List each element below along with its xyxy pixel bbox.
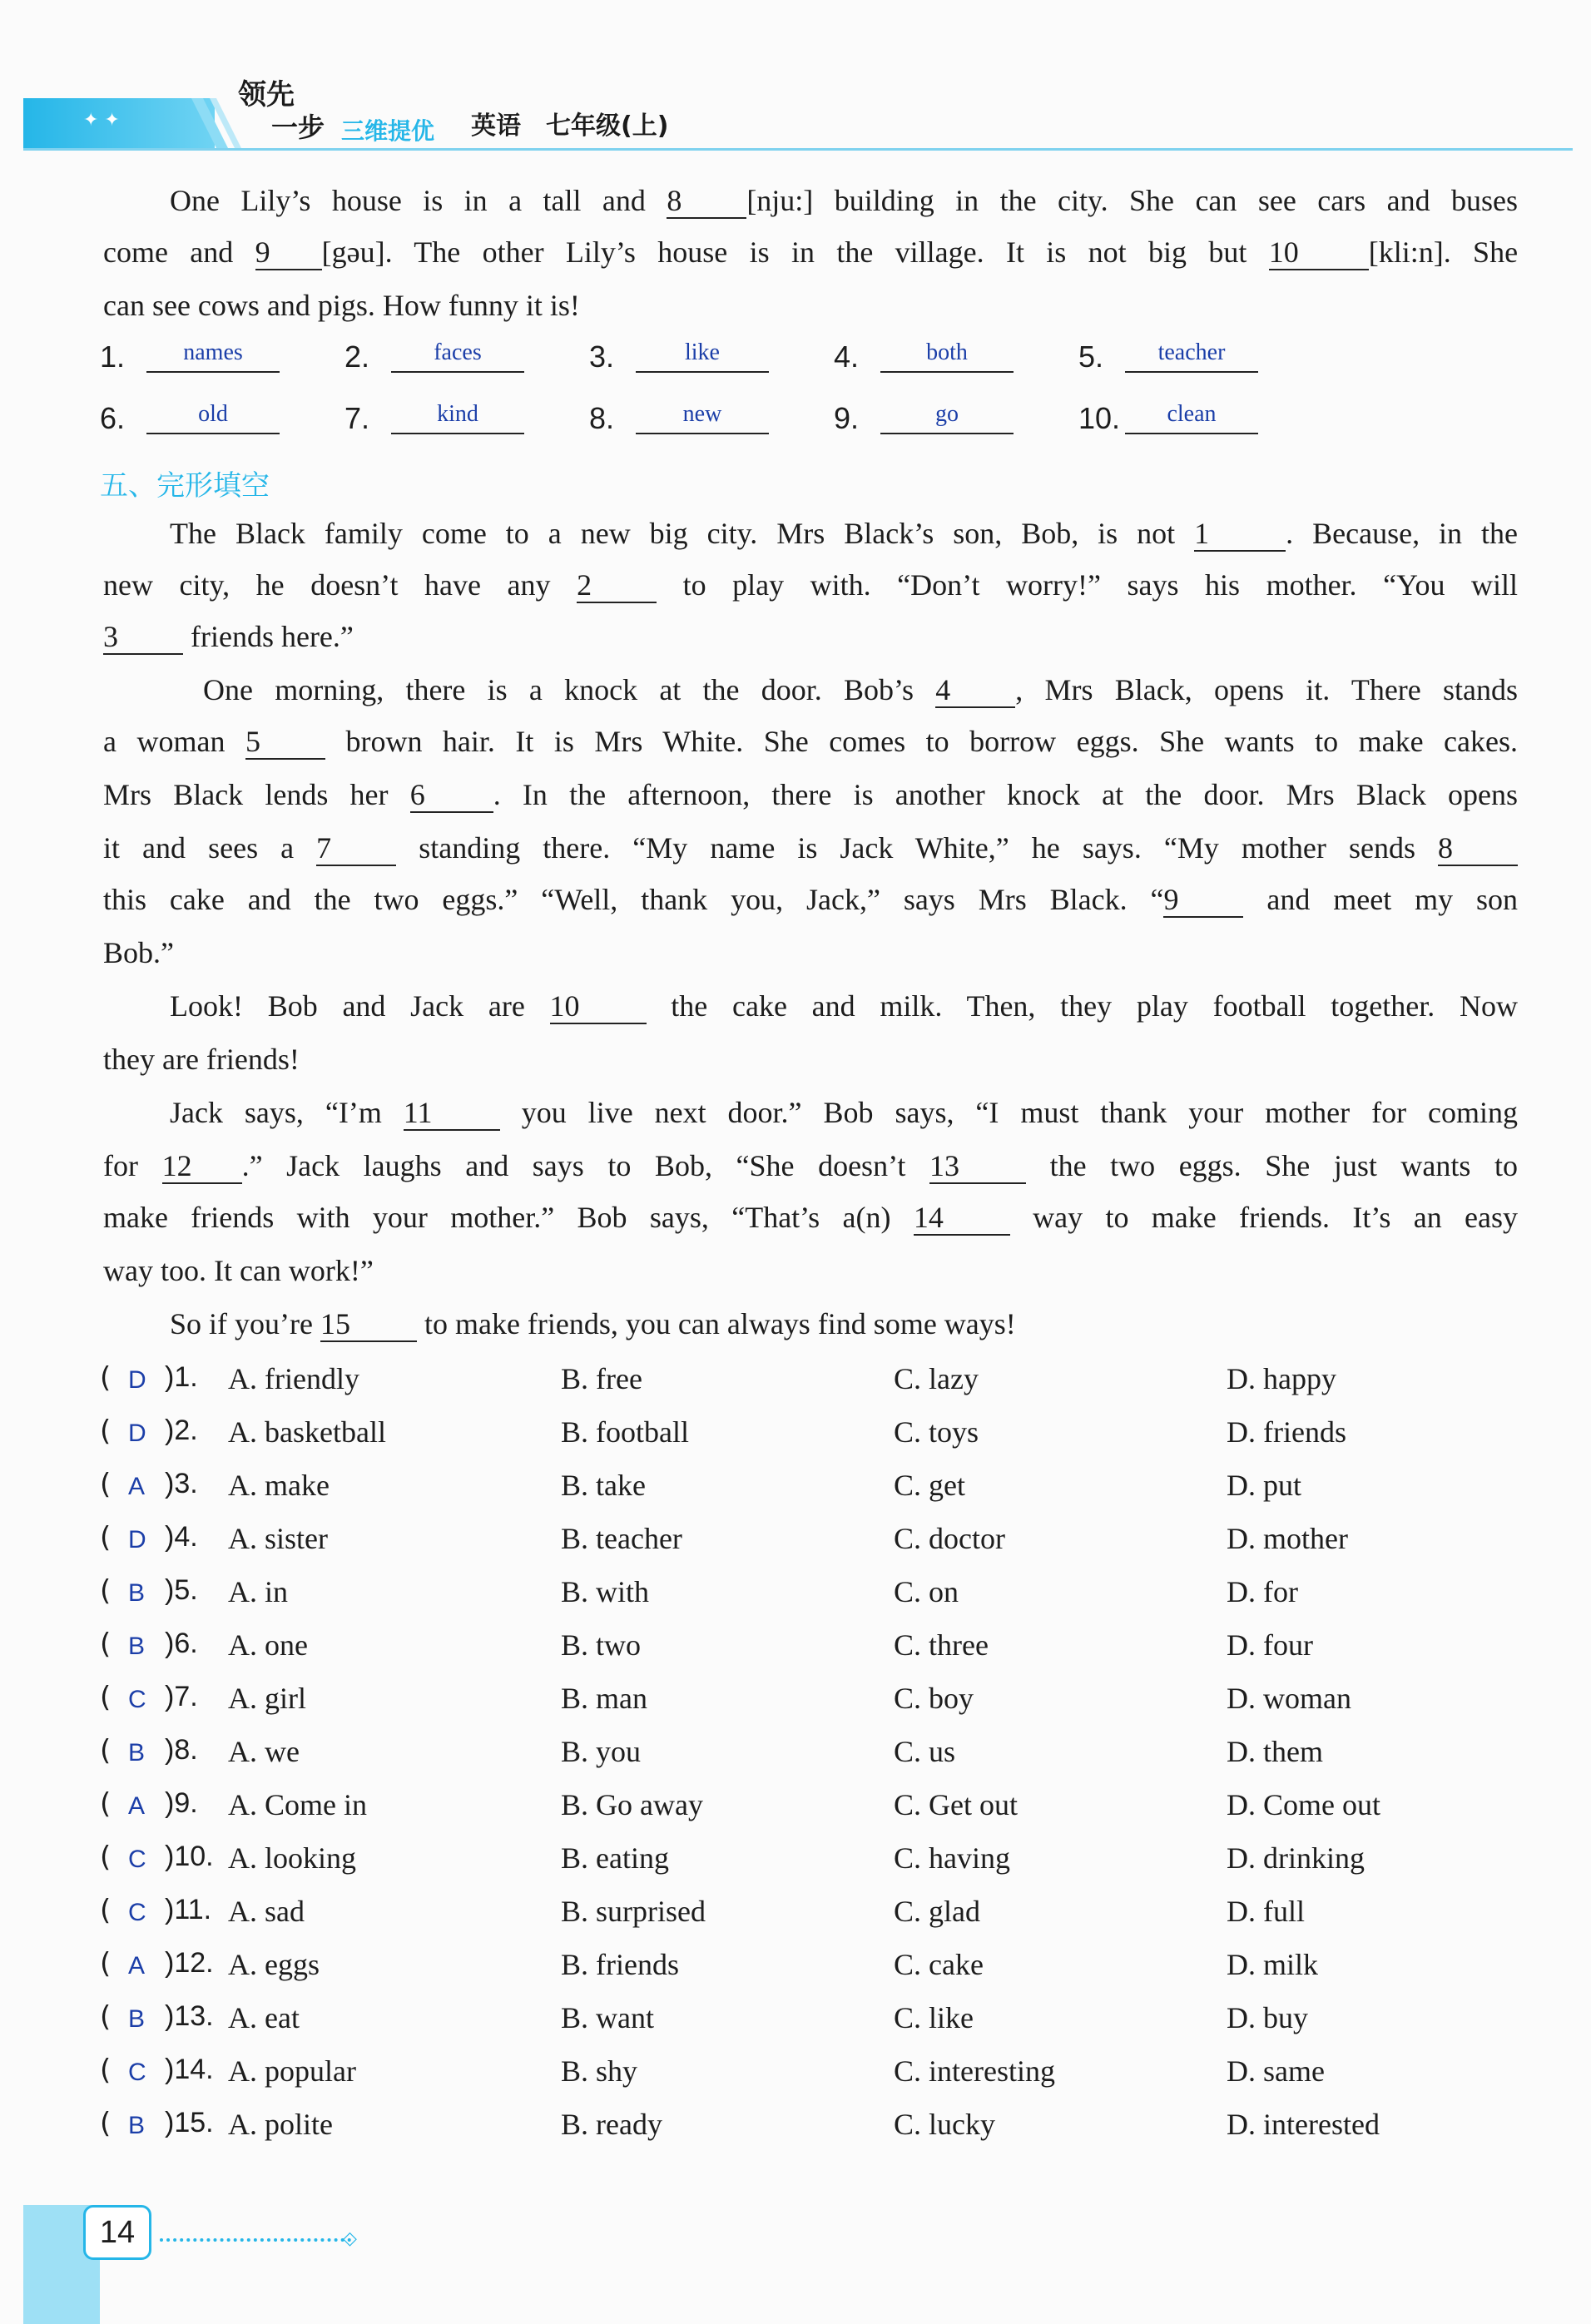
cloze-line: The Black family come to a new big city. Mrs Black’s son, Bob, is not 1 . Because, in the bbox=[170, 517, 1519, 550]
footer-dots bbox=[160, 2238, 351, 2242]
cloze-line: way too. It can work!” bbox=[103, 1254, 374, 1287]
option-d: D. same bbox=[1227, 2054, 1325, 2088]
question-number: )2. bbox=[165, 1415, 198, 1446]
answer-value: both bbox=[880, 338, 1014, 373]
option-d: D. happy bbox=[1227, 1362, 1336, 1395]
question-number: )5. bbox=[165, 1574, 198, 1606]
option-d: D. interested bbox=[1227, 2108, 1380, 2141]
blank-12: 12 bbox=[162, 1149, 242, 1184]
cloze-line: Jack says, “I’m 11 you live next door.” Bob says, “I must thank your mother for coming bbox=[170, 1096, 1518, 1129]
question-number: )4. bbox=[165, 1521, 198, 1553]
subject: 英语 bbox=[471, 111, 521, 141]
option-a: A. girl bbox=[228, 1682, 306, 1715]
answer-number: 2. bbox=[344, 339, 370, 374]
option-d: D. put bbox=[1227, 1469, 1301, 1502]
question-row bbox=[100, 1361, 1531, 1415]
blank-8b: 8 bbox=[1438, 831, 1518, 866]
answer-number: 5. bbox=[1078, 339, 1104, 374]
question-row bbox=[100, 1415, 1531, 1468]
paren-open: ( bbox=[100, 2107, 112, 2140]
answer-letter: B bbox=[128, 1633, 146, 1660]
question-number: )3. bbox=[165, 1468, 198, 1499]
option-d: D. friends bbox=[1227, 1415, 1346, 1449]
paren-open: ( bbox=[100, 1468, 112, 1501]
question-number: )8. bbox=[165, 1734, 198, 1766]
answer-value: teacher bbox=[1125, 338, 1258, 373]
answer-value: names bbox=[146, 338, 280, 373]
option-b: B. want bbox=[561, 2001, 654, 2034]
paren-open: ( bbox=[100, 1521, 112, 1554]
question-number: )1. bbox=[165, 1361, 198, 1393]
answer-value: faces bbox=[391, 338, 524, 373]
option-d: D. buy bbox=[1227, 2001, 1308, 2034]
section-title: 五、完形填空 bbox=[100, 469, 270, 503]
blank-10: 10 bbox=[1269, 235, 1369, 270]
option-b: B. with bbox=[561, 1575, 650, 1608]
cloze-line: new city, he doesn’t have any 2 to play with. “Don’t worry!” says his mother. “You will bbox=[103, 568, 1518, 602]
question-number: )14. bbox=[165, 2054, 214, 2085]
option-b: B. you bbox=[561, 1735, 642, 1768]
paren-open: ( bbox=[100, 1947, 112, 1980]
answer-letter: A bbox=[128, 1792, 146, 1820]
answer-value: new bbox=[636, 399, 769, 434]
question-number: )6. bbox=[165, 1628, 198, 1659]
blank-4: 4 bbox=[935, 673, 1015, 708]
option-b: B. free bbox=[561, 1362, 642, 1395]
option-b: B. football bbox=[561, 1415, 689, 1449]
option-a: A. looking bbox=[228, 1841, 357, 1875]
option-a: A. eggs bbox=[228, 1948, 320, 1981]
paren-open: ( bbox=[100, 1734, 112, 1767]
question-row bbox=[100, 1468, 1531, 1521]
question-row bbox=[100, 1947, 1531, 2000]
blank-1: 1 bbox=[1194, 517, 1286, 552]
question-number: )10. bbox=[165, 1841, 214, 1872]
answer-value: like bbox=[636, 338, 769, 373]
option-b: B. eating bbox=[561, 1841, 669, 1875]
paren-open: ( bbox=[100, 1841, 112, 1874]
answer-value: go bbox=[880, 399, 1014, 434]
question-row bbox=[100, 1894, 1531, 1947]
paren-open: ( bbox=[100, 1894, 112, 1927]
question-row bbox=[100, 1521, 1531, 1574]
brand-top: 领先 bbox=[238, 78, 295, 111]
question-number: )12. bbox=[165, 1947, 214, 1979]
answer-letter: B bbox=[128, 1579, 146, 1607]
answer-letter: B bbox=[128, 2112, 146, 2139]
answer-letter: C bbox=[128, 1846, 146, 1873]
question-row bbox=[100, 1574, 1531, 1628]
option-a: A. in bbox=[228, 1575, 288, 1608]
option-b: B. teacher bbox=[561, 1522, 682, 1555]
answer-value: old bbox=[146, 399, 280, 434]
option-c: C. Get out bbox=[894, 1788, 1018, 1821]
option-c: C. boy bbox=[894, 1682, 974, 1715]
page-number: 14 bbox=[83, 2205, 151, 2260]
cloze-line: they are friends! bbox=[103, 1043, 300, 1076]
question-row bbox=[100, 1787, 1531, 1841]
question-row bbox=[100, 1681, 1531, 1734]
brand-bottom: 一步 bbox=[271, 111, 325, 143]
star-icon: ✦ ✦ bbox=[83, 110, 120, 131]
question-row bbox=[100, 1734, 1531, 1787]
option-d: D. them bbox=[1227, 1735, 1323, 1768]
answer-letter: A bbox=[128, 1952, 146, 1980]
option-d: D. mother bbox=[1227, 1522, 1348, 1555]
grade: 七年级(上) bbox=[546, 111, 669, 141]
diamond-icon: ◇ bbox=[343, 2228, 357, 2249]
passage1-line2: come and 9 [gəu]. The other Lily’s house is in the village. It is not big but 10 [kli:n]. She bbox=[103, 235, 1519, 269]
option-c: C. like bbox=[894, 2001, 974, 2034]
option-c: C. lazy bbox=[894, 1362, 979, 1395]
option-c: C. get bbox=[894, 1469, 965, 1502]
answer-letter: C bbox=[128, 1686, 146, 1713]
question-row bbox=[100, 2107, 1531, 2160]
cloze-line: it and sees a 7 standing there. “My name is Jack White,” he says. “My mother sends 8 bbox=[103, 822, 1518, 875]
cloze-line: Look! Bob and Jack are 10 the cake and milk. Then, they play football together. Now bbox=[170, 989, 1518, 1023]
answer-letter: B bbox=[128, 2005, 146, 2033]
paren-open: ( bbox=[100, 1787, 112, 1821]
passage1-line1: One Lily’s house is in a tall and 8 [nju:] building in the city. She can see cars and buses bbox=[170, 184, 1518, 217]
blank-15: 15 bbox=[320, 1307, 417, 1342]
option-c: C. toys bbox=[894, 1415, 979, 1449]
option-d: D. woman bbox=[1227, 1682, 1351, 1715]
option-a: A. sister bbox=[228, 1522, 328, 1555]
cloze-line: for 12 .” Jack laughs and says to Bob, “She doesn’t 13 the two eggs. She just wants to bbox=[103, 1149, 1518, 1182]
series-name: 三维提优 bbox=[341, 117, 435, 145]
option-b: B. two bbox=[561, 1628, 642, 1662]
paren-open: ( bbox=[100, 1415, 112, 1448]
blank-11: 11 bbox=[404, 1096, 500, 1131]
option-c: C. us bbox=[894, 1735, 956, 1768]
option-c: C. cake bbox=[894, 1948, 984, 1981]
cloze-line: this cake and the two eggs.” “Well, thank you, Jack,” says Mrs Black. “9 and meet my son bbox=[103, 883, 1519, 916]
answer-letter: D bbox=[128, 1526, 146, 1553]
option-a: A. we bbox=[228, 1735, 300, 1768]
paren-open: ( bbox=[100, 2054, 112, 2087]
blank-5: 5 bbox=[245, 725, 325, 760]
option-d: D. full bbox=[1227, 1895, 1305, 1928]
answer-number: 8. bbox=[589, 401, 615, 435]
cloze-line: One morning, there is a knock at the door. Bob’s 4 , Mrs Black, opens it. There stands bbox=[203, 673, 1518, 706]
answer-number: 4. bbox=[834, 339, 860, 374]
blank-14: 14 bbox=[914, 1201, 1010, 1236]
passage1-line3: can see cows and pigs. How funny it is! bbox=[103, 289, 580, 322]
question-number: )7. bbox=[165, 1681, 198, 1712]
blank-6: 6 bbox=[410, 778, 493, 813]
option-a: A. make bbox=[228, 1469, 330, 1502]
option-c: C. doctor bbox=[894, 1522, 1005, 1555]
option-a: A. one bbox=[228, 1628, 308, 1662]
option-b: B. take bbox=[561, 1469, 646, 1502]
option-c: C. having bbox=[894, 1841, 1010, 1875]
option-d: D. milk bbox=[1227, 1948, 1319, 1981]
option-c: C. lucky bbox=[894, 2108, 995, 2141]
blank-8: 8 bbox=[667, 184, 746, 219]
question-row bbox=[100, 1841, 1531, 1894]
cloze-line: So if you’re 15 to make friends, you can always find some ways! bbox=[170, 1307, 1016, 1340]
question-number: )9. bbox=[165, 1787, 198, 1819]
question-row bbox=[100, 1628, 1531, 1681]
option-a: A. sad bbox=[228, 1895, 305, 1928]
answer-number: 7. bbox=[344, 401, 370, 435]
option-c: C. three bbox=[894, 1628, 989, 1662]
paren-open: ( bbox=[100, 1361, 112, 1395]
option-d: D. Come out bbox=[1227, 1788, 1380, 1821]
question-row bbox=[100, 2000, 1531, 2054]
blank-2: 2 bbox=[577, 568, 657, 603]
question-number: )15. bbox=[165, 2107, 214, 2138]
header-rule bbox=[23, 148, 1573, 151]
option-d: D. for bbox=[1227, 1575, 1298, 1608]
blank-13: 13 bbox=[929, 1149, 1026, 1184]
answer-value: clean bbox=[1125, 399, 1258, 434]
answer-number: 9. bbox=[834, 401, 860, 435]
paren-open: ( bbox=[100, 2000, 112, 2034]
answer-value: kind bbox=[391, 399, 524, 434]
option-d: D. drinking bbox=[1227, 1841, 1365, 1875]
answer-letter: B bbox=[128, 1739, 146, 1767]
answer-letter: D bbox=[128, 1420, 146, 1447]
blank-9: 9 bbox=[255, 235, 322, 270]
option-b: B. shy bbox=[561, 2054, 638, 2088]
option-a: A. Come in bbox=[228, 1788, 367, 1821]
option-a: A. friendly bbox=[228, 1362, 359, 1395]
option-b: B. surprised bbox=[561, 1895, 706, 1928]
option-b: B. friends bbox=[561, 1948, 679, 1981]
cloze-line: make friends with your mother.” Bob says, “That’s a(n) 14 way to make friends. It’s an easy bbox=[103, 1201, 1519, 1234]
option-c: C. interesting bbox=[894, 2054, 1055, 2088]
answer-number: 10. bbox=[1078, 401, 1121, 435]
cloze-line: Bob.” bbox=[103, 936, 174, 969]
option-b: B. Go away bbox=[561, 1788, 703, 1821]
cloze-line: Mrs Black lends her 6 . In the afternoon, there is another knock at the door. Mrs Black opens bbox=[103, 778, 1519, 811]
answer-letter: D bbox=[128, 1366, 146, 1394]
option-a: A. popular bbox=[228, 2054, 356, 2088]
blank-3: 3 bbox=[103, 620, 183, 655]
paren-open: ( bbox=[100, 1628, 112, 1661]
option-c: C. glad bbox=[894, 1895, 980, 1928]
paren-open: ( bbox=[100, 1574, 112, 1608]
question-number: )11. bbox=[165, 1894, 212, 1925]
blank-10b: 10 bbox=[550, 989, 647, 1024]
blank-7: 7 bbox=[316, 831, 396, 866]
option-a: A. eat bbox=[228, 2001, 300, 2034]
option-b: B. ready bbox=[561, 2108, 662, 2141]
answer-letter: C bbox=[128, 2059, 146, 2086]
option-d: D. four bbox=[1227, 1628, 1313, 1662]
answer-letter: A bbox=[128, 1473, 146, 1500]
option-a: A. basketball bbox=[228, 1415, 386, 1449]
cloze-line: 3 friends here.” bbox=[103, 620, 354, 653]
paren-open: ( bbox=[100, 1681, 112, 1714]
answer-letter: C bbox=[128, 1899, 146, 1926]
option-b: B. man bbox=[561, 1682, 647, 1715]
answer-number: 6. bbox=[100, 401, 126, 435]
answer-number: 1. bbox=[100, 339, 126, 374]
question-row bbox=[100, 2054, 1531, 2107]
option-c: C. on bbox=[894, 1575, 959, 1608]
blank-9b: 9 bbox=[1163, 883, 1243, 918]
option-a: A. polite bbox=[228, 2108, 333, 2141]
cloze-line: a woman 5 brown hair. It is Mrs White. She comes to borrow eggs. She wants to make cakes. bbox=[103, 725, 1518, 758]
question-number: )13. bbox=[165, 2000, 214, 2032]
answer-number: 3. bbox=[589, 339, 615, 374]
